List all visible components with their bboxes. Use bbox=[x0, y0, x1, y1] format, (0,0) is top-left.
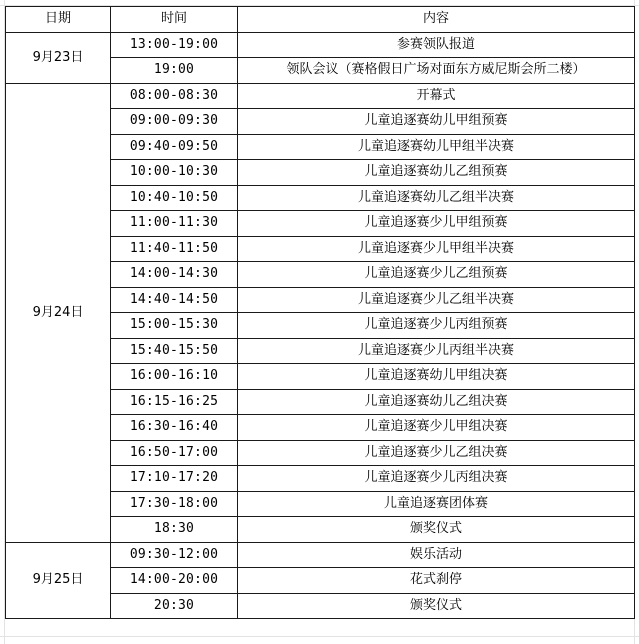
content-cell[interactable]: 儿童追逐赛少儿丙组决赛 bbox=[238, 466, 635, 492]
content-cell[interactable]: 娱乐活动 bbox=[238, 542, 635, 568]
content-cell[interactable]: 颁奖仪式 bbox=[238, 517, 635, 543]
time-cell[interactable]: 16:30-16:40 bbox=[111, 415, 238, 441]
content-cell[interactable]: 儿童追逐赛幼儿乙组半决赛 bbox=[238, 185, 635, 211]
content-cell[interactable]: 儿童追逐赛幼儿甲组半决赛 bbox=[238, 134, 635, 160]
content-cell[interactable]: 儿童追逐赛幼儿乙组预赛 bbox=[238, 160, 635, 186]
time-cell[interactable]: 11:00-11:30 bbox=[111, 211, 238, 237]
time-cell[interactable]: 09:40-09:50 bbox=[111, 134, 238, 160]
table-row bbox=[6, 83, 635, 109]
date-cell[interactable]: 9月23日 bbox=[6, 32, 111, 83]
time-cell[interactable]: 11:40-11:50 bbox=[111, 236, 238, 262]
gridline bbox=[0, 636, 639, 637]
content-cell[interactable]: 颁奖仪式 bbox=[238, 593, 635, 619]
date-cell[interactable]: 9月24日 bbox=[6, 83, 111, 542]
date-cell[interactable]: 9月25日 bbox=[6, 542, 111, 619]
header-content[interactable]: 内容 bbox=[238, 7, 635, 33]
time-cell[interactable]: 15:00-15:30 bbox=[111, 313, 238, 339]
time-cell[interactable]: 14:00-14:30 bbox=[111, 262, 238, 288]
time-cell[interactable]: 10:00-10:30 bbox=[111, 160, 238, 186]
schedule-body bbox=[6, 32, 635, 619]
time-cell[interactable]: 16:00-16:10 bbox=[111, 364, 238, 390]
content-cell[interactable]: 儿童追逐赛幼儿乙组决赛 bbox=[238, 389, 635, 415]
header-date[interactable]: 日期 bbox=[6, 7, 111, 33]
content-cell[interactable]: 儿童追逐赛少儿乙组半决赛 bbox=[238, 287, 635, 313]
content-cell[interactable]: 儿童追逐赛少儿甲组决赛 bbox=[238, 415, 635, 441]
content-cell[interactable]: 儿童追逐赛幼儿甲组决赛 bbox=[238, 364, 635, 390]
time-cell[interactable]: 17:10-17:20 bbox=[111, 466, 238, 492]
content-cell[interactable]: 儿童追逐赛幼儿甲组预赛 bbox=[238, 109, 635, 135]
content-cell[interactable]: 儿童追逐赛少儿甲组预赛 bbox=[238, 211, 635, 237]
time-cell[interactable]: 16:15-16:25 bbox=[111, 389, 238, 415]
time-cell[interactable]: 09:30-12:00 bbox=[111, 542, 238, 568]
content-cell[interactable]: 儿童追逐赛团体赛 bbox=[238, 491, 635, 517]
content-cell[interactable]: 参赛领队报道 bbox=[238, 32, 635, 58]
content-cell[interactable]: 儿童追逐赛少儿丙组预赛 bbox=[238, 313, 635, 339]
header-row bbox=[6, 7, 635, 33]
time-cell[interactable]: 10:40-10:50 bbox=[111, 185, 238, 211]
time-cell[interactable]: 17:30-18:00 bbox=[111, 491, 238, 517]
table-row bbox=[6, 542, 635, 568]
time-cell[interactable]: 14:00-20:00 bbox=[111, 568, 238, 594]
schedule-table bbox=[5, 6, 635, 619]
time-cell[interactable]: 08:00-08:30 bbox=[111, 83, 238, 109]
time-cell[interactable]: 18:30 bbox=[111, 517, 238, 543]
time-cell[interactable]: 13:00-19:00 bbox=[111, 32, 238, 58]
table-row bbox=[6, 32, 635, 58]
content-cell[interactable]: 儿童追逐赛少儿乙组决赛 bbox=[238, 440, 635, 466]
time-cell[interactable]: 09:00-09:30 bbox=[111, 109, 238, 135]
time-cell[interactable]: 16:50-17:00 bbox=[111, 440, 238, 466]
header-time[interactable]: 时间 bbox=[111, 7, 238, 33]
time-cell[interactable]: 15:40-15:50 bbox=[111, 338, 238, 364]
content-cell[interactable]: 领队会议（赛格假日广场对面东方威尼斯会所二楼） bbox=[238, 58, 635, 84]
time-cell[interactable]: 20:30 bbox=[111, 593, 238, 619]
content-cell[interactable]: 儿童追逐赛少儿乙组预赛 bbox=[238, 262, 635, 288]
time-cell[interactable]: 14:40-14:50 bbox=[111, 287, 238, 313]
content-cell[interactable]: 儿童追逐赛少儿丙组半决赛 bbox=[238, 338, 635, 364]
content-cell[interactable]: 开幕式 bbox=[238, 83, 635, 109]
content-cell[interactable]: 儿童追逐赛少儿甲组半决赛 bbox=[238, 236, 635, 262]
time-cell[interactable]: 19:00 bbox=[111, 58, 238, 84]
content-cell[interactable]: 花式刹停 bbox=[238, 568, 635, 594]
